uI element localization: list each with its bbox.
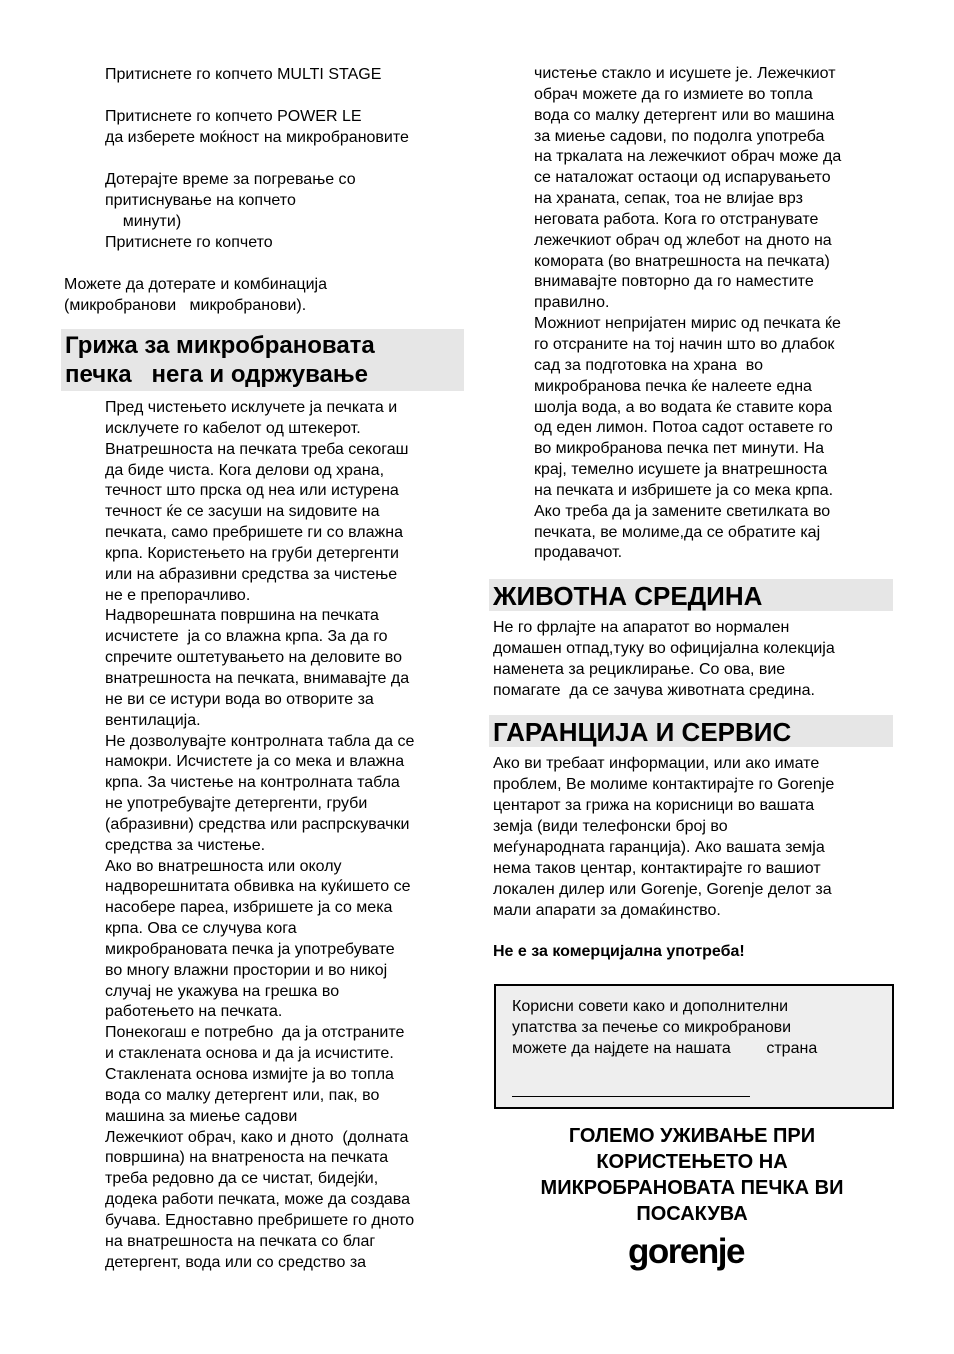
text-line: Грижа за микробрановата [65, 332, 375, 359]
text-line: и стаклената основа и да ја исчистите. [105, 1045, 394, 1063]
text-line: меѓународната гаранција). Ако вашата земја [493, 839, 825, 856]
text-line: не е препорачливо. [105, 586, 251, 604]
text-line: лежечкиот обрач од жлебот на дното на [534, 231, 832, 249]
text-line: правилно. [534, 294, 610, 312]
text-line: Ако во внатрешноста или околу [105, 857, 342, 875]
text-line: или на абразивни средства за чистење [105, 565, 398, 583]
text-line: детергент, вода или со средство за [105, 1253, 367, 1271]
text-line: Ако ви требаат информации, или ако имате [493, 755, 820, 772]
text-line: неговата работа. Кога го отстранувате [534, 210, 819, 228]
text-line: комората (во внатрешноста на печката) [534, 252, 830, 270]
text-line: помагате да се зачува животната средина. [493, 682, 815, 699]
text-line: Не го фрлајте на апаратот во нормален [493, 619, 790, 636]
text-line: Притиснете го копчето [105, 234, 273, 251]
text-line: не ви се истури вода во отворите за [105, 690, 374, 708]
text-line: Лежечкиот обрач, како и дното (долната [105, 1128, 409, 1146]
care-heading [61, 329, 464, 391]
text-line: површина) на внатреноста на печката [105, 1149, 389, 1167]
text-line: продавачот. [534, 544, 623, 562]
text-line: машина за миење садови [105, 1107, 298, 1125]
text-line: вода со малку детергент или во машина [534, 106, 835, 124]
text-line: обрач можете да го измиете во топла [534, 85, 813, 103]
text-line: Притиснете го копчето MULTI STAGE [105, 66, 382, 83]
text-line: на внатрешноста на печката со благ [105, 1232, 376, 1250]
text-line: проблем, Ве молиме контактирајте го Gorenje [493, 776, 835, 793]
care-instructions-left [105, 398, 414, 1273]
text-line: во многу влажни простории и во никој [105, 961, 388, 979]
text-line: МИКРОБРАНОВАТА ПЕЧКА ВИ [540, 1177, 844, 1199]
text-line: минути) [105, 213, 182, 230]
text-line: шолја вода, а во водата ќе ставите кора [534, 398, 833, 416]
text-line: мали апарати за домаќинство. [493, 902, 721, 919]
warranty-heading: ГАРАНЦИЈА И СЕРВИС [489, 715, 893, 747]
text-line: сад за подготовка на храна во [534, 356, 763, 374]
text-line: печката, ве молиме,да се обратите кај [534, 523, 821, 541]
text-line: Стаклената основа измијте ја во топла [105, 1066, 394, 1083]
text-line: течност ќе се засуши на ѕидовите на [105, 503, 380, 521]
text-line: печката, само пребришете ги со влажна [105, 524, 403, 542]
text-line: се наталожат остаоци од испарувањето [534, 169, 831, 187]
text-line: КОРИСТЕЊЕТО НА [596, 1151, 788, 1173]
text-line: треба редовно да се чистат, бидејќи, [105, 1170, 379, 1188]
text-line: внатрешноста на печката, внимавајте да [105, 669, 410, 687]
text-line: локален дилер или Gorenje, Gorenje делот за [493, 881, 832, 898]
text-line: крпа. Ова се случува кога [105, 920, 297, 938]
text-line: надворешнитата обвивка на куќишето се [105, 878, 411, 896]
text-line: Пред чистењето исклучете ја печката и [105, 399, 398, 416]
text-line: Корисни совети како и дополнителни [512, 998, 789, 1015]
text-line: течност што прска од неа или истурена [105, 482, 399, 500]
text-line: печка нега и одржување [65, 361, 368, 388]
text-line: исчистете ја со влажна крпа. За да го [105, 628, 388, 646]
text-line: нема таков центар, контактирајте го вашиот [493, 860, 821, 877]
text-line: Дотерајте време за погревање со [105, 171, 356, 188]
text-line: вентилација. [105, 711, 201, 729]
care-instructions-right [534, 64, 841, 564]
text-line: притиснување на копчето [105, 192, 296, 209]
text-line: средства за чистење. [105, 836, 266, 854]
text-line: наменета за рециклирање. Со ова, вие [493, 661, 786, 678]
text-line: на храната, сепак, тоа не влијае врз [534, 190, 803, 208]
text-line: од еден лимон. Потоа садот оставете го [534, 419, 833, 437]
svg-text:gorenje: gorenje [628, 1232, 744, 1271]
text-line: да биде чиста. Кога делови од храна, [105, 461, 385, 479]
text-line: Притиснете го копчето POWER LE [105, 108, 362, 125]
tips-text [512, 996, 817, 1059]
text-line: крај, темелно исушете ја внатрешноста [534, 461, 828, 479]
text-line: бучава. Едноставно пребришете го дното [105, 1211, 415, 1229]
text-line: на тркалата на лежечкиот обрач може да [534, 148, 842, 166]
text-line: микробранова печка ќе налеете една [534, 377, 812, 395]
text-line: домашен отпад,туку во официјална колекција [493, 640, 835, 657]
text-line: Внатрешноста на печката треба секогаш [105, 440, 409, 458]
text-line: Надворешната површина на печката [105, 607, 379, 625]
text-line: Не дозволувајте контролната табла да се [105, 732, 415, 750]
text-line: на печката и избришете ја со мека крпа. [534, 481, 834, 499]
text-line: микробрановата печка ја употребувате [105, 940, 395, 958]
text-line: ГОЛЕМО УЖИВАЊЕ ПРИ [568, 1125, 816, 1147]
text-line: чистење стакло и исушете је. Лежечкиот [534, 65, 836, 82]
text-line: (абразивни) средства или распрскувачки [105, 815, 410, 833]
text-line: Можете да дотерате и комбинација [64, 276, 328, 293]
text-line: исклучете го кабелот од штекерот. [105, 419, 361, 437]
text-line: да изберете моќност на микробрановите [105, 129, 409, 146]
text-line: насобере пареа, избришете ја со мека [105, 899, 393, 917]
text-line: работењето на печката. [105, 1003, 283, 1021]
text-line [105, 85, 409, 106]
not-commercial-note: Не е за комерцијална употреба! [493, 943, 745, 960]
text-line: ПОСАКУВА [636, 1203, 748, 1225]
environment-heading: ЖИВОТНА СРЕДИНА [489, 579, 893, 611]
text-line: Можниот непријатен мирис од печката ќе [534, 315, 841, 333]
text-line: Понекогаш е потребно да ја отстраните [105, 1024, 405, 1042]
text-line: за миење садови, по подолга употреба [534, 127, 825, 145]
text-line: (микробранови микробранови). [64, 297, 307, 314]
text-line: го отсраните на тој начин што во длабок [534, 335, 835, 353]
text-line: крпа. За чистење на контролната табла [105, 774, 400, 792]
url-underline [512, 1096, 750, 1097]
combination-note [64, 274, 327, 316]
text-line: земја (види телефонски број во [493, 818, 728, 835]
text-line [105, 148, 409, 169]
gorenje-logo [628, 1232, 758, 1274]
text-line: додека работи печката, може да создава [105, 1191, 411, 1209]
text-line: во микробранова печка пет минути. На [534, 440, 825, 458]
text-line: крпа. Користењето на груби детергенти [105, 544, 399, 562]
environment-text [493, 617, 835, 701]
warranty-text [493, 753, 834, 921]
text-line: можете да најдете на нашата страна [512, 1040, 818, 1057]
tips-box [494, 984, 894, 1109]
text-line: упатства за печење со микробранови [512, 1019, 792, 1036]
text-line: случај не укажува на грешка во [105, 982, 340, 1000]
closing-message [494, 1123, 890, 1227]
text-line: внимавајте повторно да го наместите [534, 273, 814, 291]
text-line: спречите оштетувањето на деловите во [105, 649, 402, 667]
text-line: намокри. Исчистете ја со мека и влажна [105, 753, 405, 771]
text-line: центарот за грижа на корисници во вашата [493, 797, 815, 814]
left-instructions [105, 64, 409, 253]
text-line: не употребувајте детергенти, груби [105, 795, 368, 813]
text-line: вода со малку детергент или, пак, во [105, 1086, 380, 1104]
text-line: Ако треба да ја замените светилката во [534, 502, 831, 520]
